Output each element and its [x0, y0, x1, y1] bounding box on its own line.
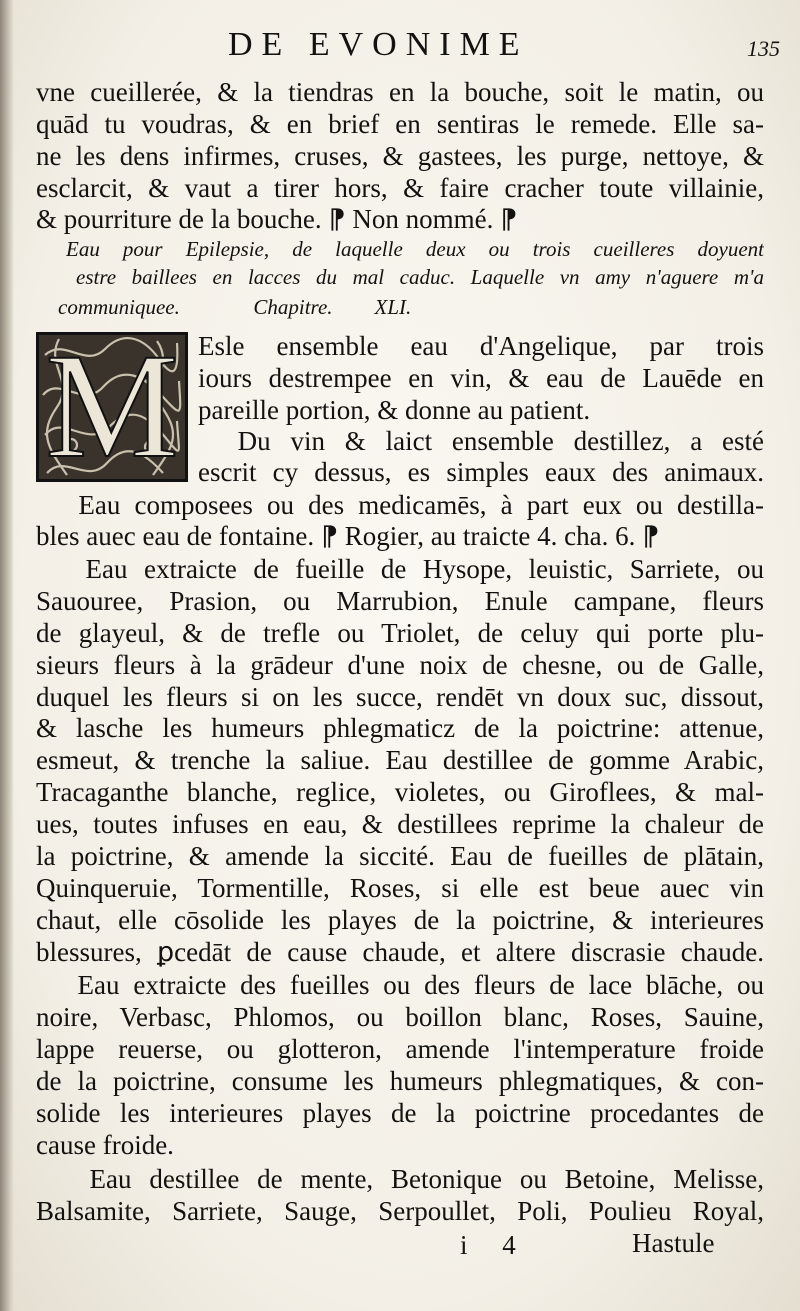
- text-line: cause froide.: [36, 1130, 174, 1160]
- text-line: chaut, elle cōsolide les playes de la poictrine, & interieures: [36, 905, 764, 935]
- text-line: Du vin & laict ensemble destillez, a esté: [198, 426, 764, 456]
- text-line: blessures, ꝑcedāt de cause chaude, et altere discrasie chaude.: [36, 937, 764, 967]
- text-line: solide les interieures playes de la poictrine procedantes de: [36, 1098, 764, 1128]
- page-gutter-shadow: [0, 0, 14, 1311]
- text-line: noire, Verbasc, Phlomos, ou boillon blanc, Roses, Sauine,: [36, 1002, 764, 1032]
- text-line: quād tu voudras, & en brief en sentiras le remede. Elle sa-: [36, 109, 764, 139]
- text-line: duquel les fleurs si on les succe, rendēt vn doux suc, dissout,: [36, 682, 764, 712]
- text-line: & pourriture de la bouche. ⁋ Non nommé. ⁋: [36, 204, 518, 234]
- text-line: iours destrempee en vin, & eau de Lauēde en: [198, 363, 764, 393]
- chapter-heading-line: estre baillees en lacces du mal caduc. Laquelle vn amy n'aguere m'a: [76, 265, 764, 289]
- text-line: pareille portion, & donne au patient.: [198, 395, 591, 425]
- text-line: la poictrine, & amende la siccité. Eau de fueilles de plātain,: [36, 841, 764, 871]
- text-line: & lasche les humeurs phlegmaticz de la poictrine: attenue,: [36, 713, 764, 743]
- text-line: lappe reuerse, ou glotteron, amende l'intemperature froide: [36, 1034, 764, 1064]
- catchword: Hastule: [632, 1228, 715, 1258]
- text-line: sieurs fleurs à la grādeur d'une noix de chesne, ou de Galle,: [36, 650, 764, 680]
- text-line: Esle ensemble eau d'Angelique, par trois: [198, 331, 764, 361]
- text-line: Balsamite, Sarriete, Sauge, Serpoullet, Poli, Poulieu Royal,: [36, 1196, 764, 1226]
- text-line: de la poictrine, consume les humeurs phlegmatiques, & con-: [36, 1066, 764, 1096]
- text-line: esclarcit, & vaut a tirer hors, & faire cracher toute villainie,: [36, 173, 764, 203]
- chapter-heading-line: Eau pour Epilepsie, de laquelle deux ou trois cueilleres doyuent: [66, 237, 764, 261]
- text-line: ues, toutes infuses en eau, & destillees reprime la chaleur de: [36, 809, 764, 839]
- text-line: de glayeul, & de trefle ou Triolet, de celuy qui porte plu-: [36, 618, 764, 648]
- text-line: Tracaganthe blanche, reglice, violetes, ou Giroflees, & mal-: [36, 777, 764, 807]
- initial-letter: M: [45, 323, 179, 489]
- text-line: Eau extraicte des fueilles ou des fleurs de lace blāche, ou: [36, 970, 764, 1000]
- text-line: ne les dens infirmes, cruses, & gastees, les purge, nettoye, &: [36, 141, 764, 171]
- text-line: esmeut, & trenche la saliue. Eau destillee de gomme Arabic,: [36, 745, 764, 775]
- text-line: bles auec eau de fontaine. ⁋ Rogier, au traicte 4. cha. 6. ⁋: [36, 521, 660, 551]
- text-line: Sauouree, Prasion, ou Marrubion, Enule campane, fleurs: [36, 586, 764, 616]
- text-line: Eau composees ou des medicamēs, à part eux ou destilla-: [36, 490, 764, 520]
- running-head: DE EVONIME: [228, 26, 529, 63]
- signature-mark: i 4: [460, 1230, 530, 1260]
- chapter-heading-line: communiquee. Chapitre. XLI.: [58, 295, 412, 319]
- text-line: Quinqueruie, Tormentille, Roses, si elle est beue auec vin: [36, 873, 764, 903]
- text-line: Eau destillee de mente, Betonique ou Betoine, Melisse,: [36, 1164, 764, 1194]
- text-line: Eau extraicte de fueille de Hysope, leuistic, Sarriete, ou: [36, 554, 764, 584]
- page-number: 135: [747, 36, 780, 61]
- decorated-initial: [36, 323, 188, 489]
- text-line: vne cueillerée, & la tiendras en la bouche, soit le matin, ou: [36, 77, 764, 107]
- text-line: escrit cy dessus, es simples eaux des animaux.: [198, 457, 764, 487]
- page-header: [0, 22, 800, 72]
